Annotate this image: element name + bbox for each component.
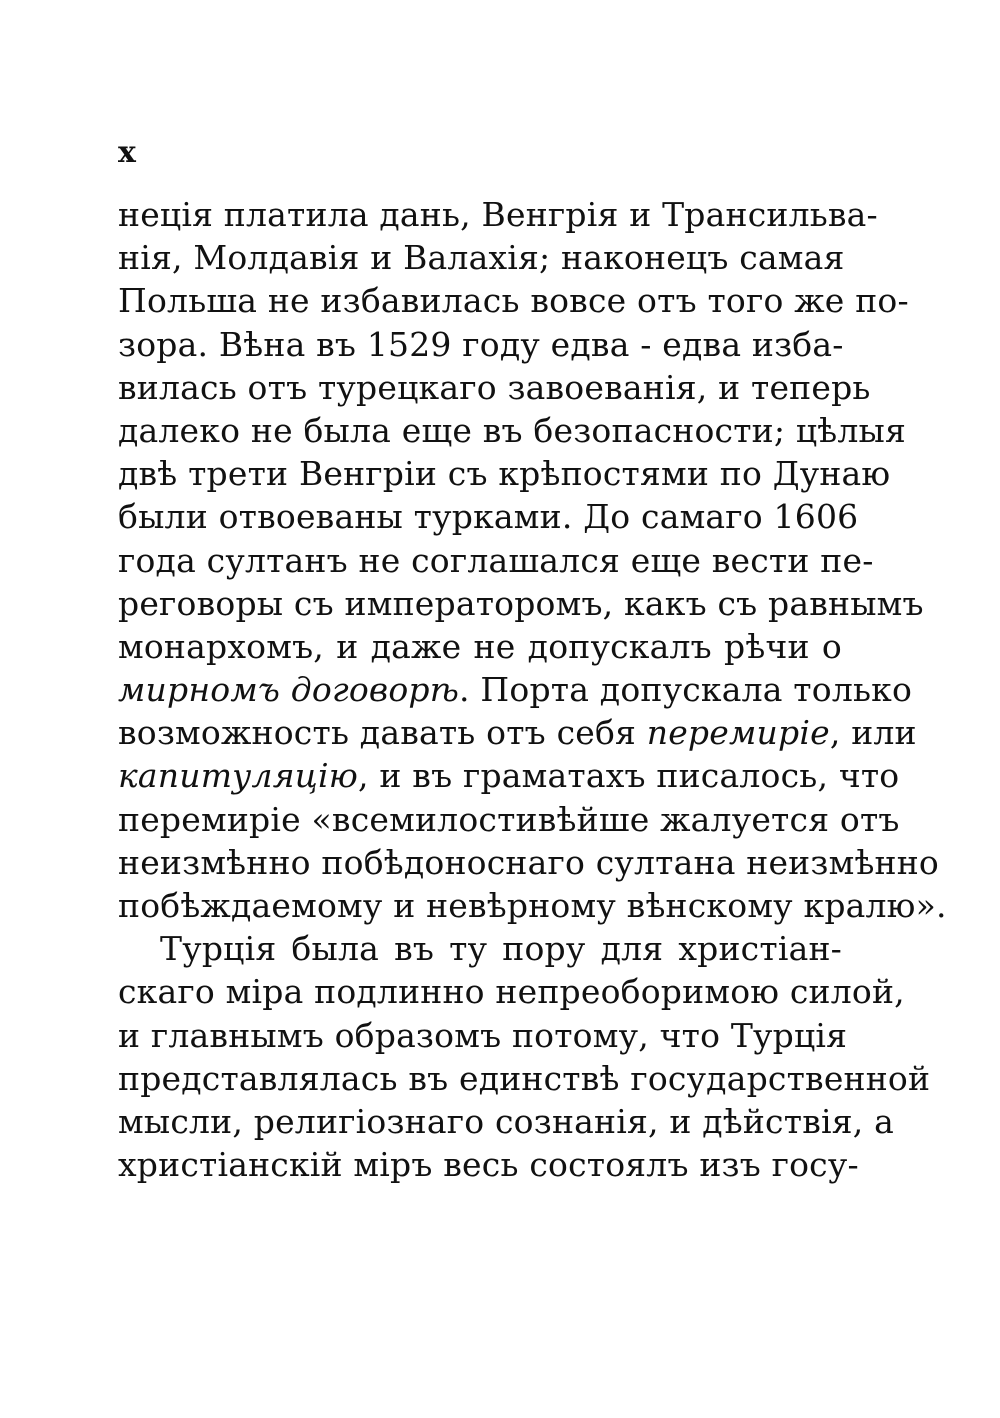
text-line: христiанскiй мiръ весь состоялъ изъ госу- — [118, 1145, 859, 1185]
text-segment: . Порта допускала только — [459, 670, 913, 710]
text-line: Польша не избавилась вовсе отъ того же по- — [118, 281, 909, 321]
body-text — [118, 193, 947, 1186]
text-segment: , и въ граматахъ писалось, что — [358, 756, 900, 796]
text-segment: , или — [829, 713, 917, 753]
text-segment: возможность давать отъ себя — [118, 713, 647, 753]
text-line: Турцiя была въ ту пору для христiан- — [160, 929, 842, 969]
text-line: побѣждаемому и невѣрному вѣнскому кралю». — [118, 886, 947, 925]
text-line: неизмѣнно побѣдоноснаго султана неизмѣнно — [118, 842, 940, 882]
text-line: мысли, религiознаго сознанiя, и дѣйствiя, а — [118, 1101, 894, 1141]
text-line: двѣ трети Венгрiи съ крѣпостями по Дунаю — [118, 454, 891, 494]
text-line-mixed — [118, 668, 913, 711]
text-line: вилась отъ турецкаго завоеванiя, и теперь — [118, 367, 871, 407]
text-line: далеко не была еще въ безопасности; цѣлыя — [118, 410, 907, 450]
italic-phrase: капитуляцiю — [118, 756, 359, 796]
text-line: были отвоеваны турками. До самаго 1606 — [118, 497, 859, 537]
text-line: монархомъ, и даже не допускалъ рѣчи о — [118, 626, 842, 666]
text-line: нецiя платила дань, Венгрiя и Трансильва- — [118, 195, 878, 234]
text-line-mixed — [118, 754, 900, 797]
italic-phrase: мирномъ договорѣ — [118, 670, 460, 710]
page-number: x — [118, 135, 136, 170]
text-line: реговоры съ императоромъ, какъ съ равнымъ — [118, 583, 924, 623]
text-line: скаго мiра подлинно непреоборимою силой, — [118, 972, 905, 1012]
text-line-mixed — [118, 711, 917, 754]
text-line: представлялась въ единствѣ государственной — [118, 1058, 931, 1098]
text-line: зора. Вѣна въ 1529 году едва - едва изба- — [118, 324, 844, 364]
text-line: перемирiе «всемилостивѣйше жалуется отъ — [118, 799, 900, 839]
text-line: года султанъ не соглашался еще вести пе- — [118, 540, 874, 580]
text-line: и главнымъ образомъ потому, что Турцiя — [118, 1015, 848, 1055]
text-line: нiя, Молдавiя и Валахiя; наконецъ самая — [118, 238, 845, 278]
italic-phrase: перемирiе — [646, 713, 830, 753]
